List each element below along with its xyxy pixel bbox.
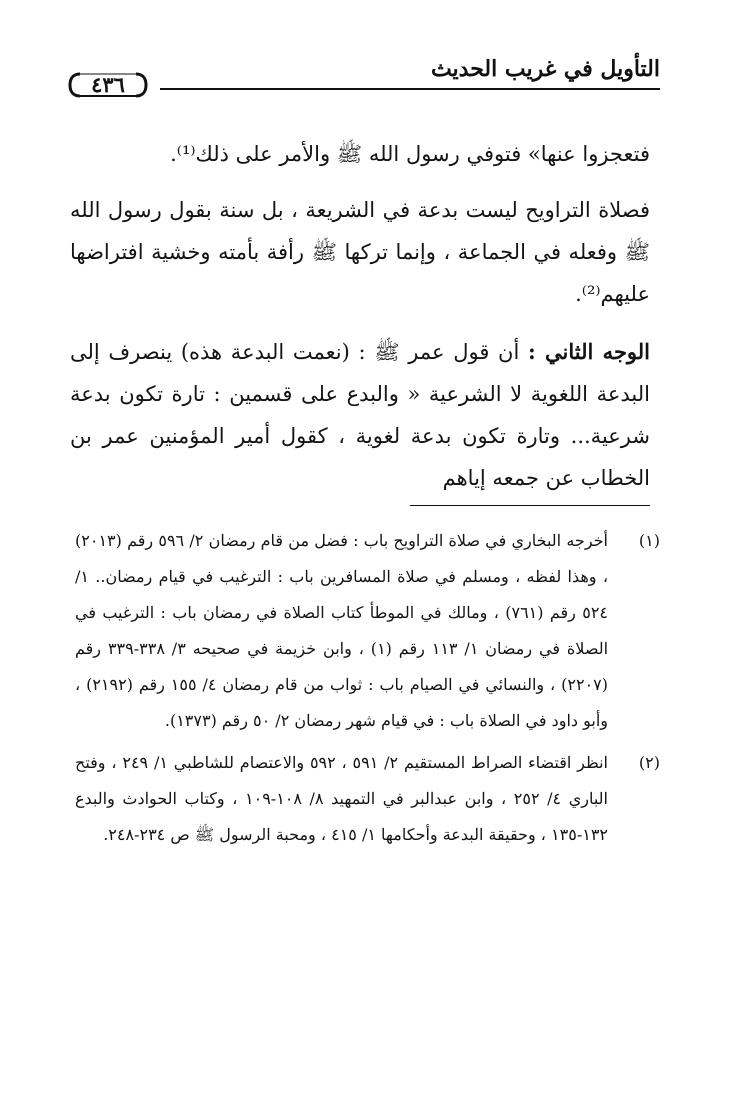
running-title: التأويل في غريب الحديث xyxy=(430,56,660,82)
footnote-2-number: (٢) xyxy=(638,753,660,772)
footnote-separator xyxy=(410,505,650,506)
page-number: ٤٣٦ xyxy=(91,72,125,97)
footnote-1-text: أخرجه البخاري في صلاة التراويح باب : فضل من قام رمضان ٢/ ٥٩٦ رقم (٢٠١٣) ، وهذا لفظه ، ومسلم في صلاة المسافرين باب : الترغيب في قيام رمضان.. ١/ ٥٢٤ رقم (٧٦١) ، ومالك في الموطأ كتاب الصلاة في رمضان باب : الترغيب في الصلاة في رمضان ١/ ١١٣ رقم (١) ، وابن خزيمة في صحيحه ٣/ ٣٣٨-٣٣٩ رقم (٢٢٠٧) ، والنسائي في الصيام باب : ثواب من قام رمضان ٤/ ١٥٥ رقم (٢١٩٢) ، وأبو داود في الصلاة باب : في قيام شهر رمضان ٢/ ٥٠ رقم (١٣٧٣). xyxy=(75,531,609,730)
footnote-1 xyxy=(75,523,660,739)
header-rule xyxy=(160,88,660,90)
paragraph-3-lead: الوجه الثاني : xyxy=(527,339,651,364)
paragraph-2-text: فصلاة التراويح ليست بدعة في الشريعة ، بل سنة بقول رسول الله ﷺ وفعله في الجماعة ، وإنما تركها ﷺ رأفة بأمته وخشية افتراضها عليهم⁽²⁾. xyxy=(70,198,650,306)
main-text xyxy=(70,133,650,515)
paragraph-3 xyxy=(70,331,650,499)
page-header xyxy=(60,48,660,100)
paragraph-1-text: فتعجزوا عنها» فتوفي رسول الله ﷺ والأمر على ذلك⁽¹⁾. xyxy=(170,142,650,166)
footnote-2-text: انظر اقتضاء الصراط المستقيم ٢/ ٥٩١ ، ٥٩٢ والاعتصام للشاطبي ١/ ٢٤٩ ، وفتح الباري ٤/ ٢٥٢ ، وابن عبدالبر في التمهيد ٨/ ١٠٨-١٠٩ ، وكتاب الحوادث والبدع ١٣٢-١٣٥ ، وحقيقة البدعة وأحكامها ١/ ٤١٥ ، ومحبة الرسول ﷺ ص ٢٣٤-٢٤٨. xyxy=(75,753,609,844)
page-number-frame xyxy=(68,70,148,100)
paragraph-2 xyxy=(70,189,650,315)
footnote-2 xyxy=(75,745,660,853)
footnotes xyxy=(75,523,660,859)
paragraph-1 xyxy=(70,133,650,175)
footnote-1-number: (١) xyxy=(638,531,660,550)
paragraph-3-text: أن قول عمر ﷺ : (نعمت البدعة هذه) ينصرف إلى البدعة اللغوية لا الشرعية « والبدع على قسمين : تارة تكون بدعة شرعية... وتارة تكون بدعة لغوية ، كقول أمير المؤمنين عمر بن الخطاب عن جمعه إياهم xyxy=(70,340,650,490)
